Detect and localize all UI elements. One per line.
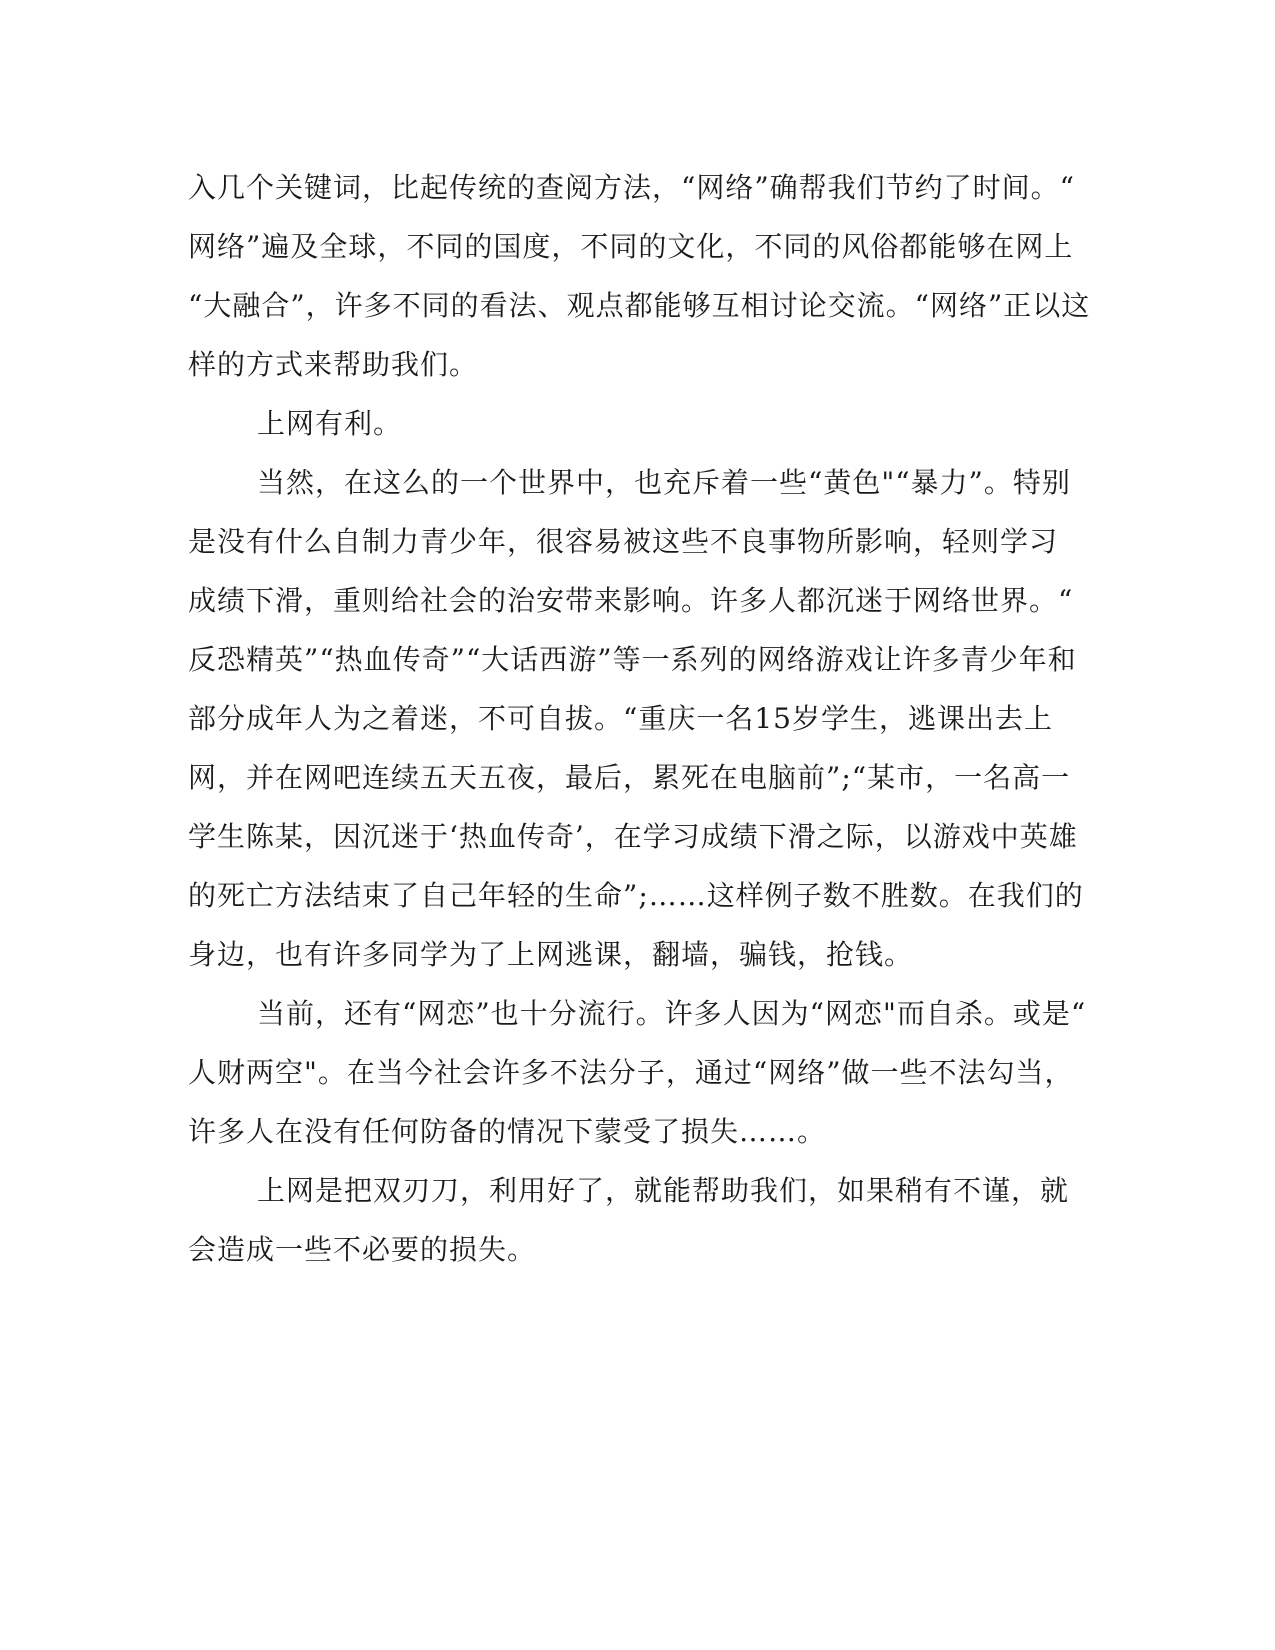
text-line: 样的方式来帮助我们。 xyxy=(188,348,479,381)
text-line: 学生陈某，因沉迷于‘热血传奇’，在学习成绩下滑之际，以游戏中英雄 xyxy=(188,820,1078,853)
paragraph-first-line: 当然，在这么的一个世界中，也充斥着一些“黄色"“暴力”。特别 xyxy=(257,466,1071,499)
document-body xyxy=(188,158,1091,1279)
text-line: 身边，也有许多同学为了上网逃课，翻墙，骗钱，抢钱。 xyxy=(188,938,914,971)
paragraph-first-line: 上网有利。 xyxy=(257,407,403,440)
text-line: 许多人在没有任何防备的情况下蒙受了损失……。 xyxy=(188,1115,827,1148)
text-line: 的死亡方法结束了自己年轻的生命”;……这样例子数不胜数。在我们的 xyxy=(188,879,1084,912)
paragraph-first-line: 上网是把双刃刀，利用好了，就能帮助我们，如果稍有不谨，就 xyxy=(257,1174,1070,1207)
text-line: 反恐精英”“热血传奇”“大话西游”等一系列的网络游戏让许多青少年和 xyxy=(188,643,1077,676)
text-line: 成绩下滑，重则给社会的治安带来影响。许多人都沉迷于网络世界。“ xyxy=(188,584,1074,617)
text-line: 网，并在网吧连续五天五夜，最后，累死在电脑前”;“某市，一名高一 xyxy=(188,761,1071,794)
text-line: 是没有什么自制力青少年，很容易被这些不良事物所影响，轻则学习 xyxy=(188,525,1059,558)
text-line: 网络”遍及全球，不同的国度，不同的文化，不同的风俗都能够在网上 xyxy=(188,230,1074,263)
text-line: 入几个关键词，比起传统的查阅方法，“网络”确帮我们节约了时间。“ xyxy=(188,171,1075,204)
text-line: 部分成年人为之着迷，不可自拔。“重庆一名15岁学生，逃课出去上 xyxy=(188,702,1053,735)
text-line: 会造成一些不必要的损失。 xyxy=(188,1233,537,1266)
paragraph-first-line: 当前，还有“网恋”也十分流行。许多人因为“网恋"而自杀。或是“ xyxy=(257,997,1087,1030)
text-line: 人财两空"。在当今社会许多不法分子，通过“网络”做一些不法勾当， xyxy=(188,1056,1074,1089)
text-line: “大融合”，许多不同的看法、观点都能够互相讨论交流。“网络”正以这 xyxy=(188,289,1091,322)
